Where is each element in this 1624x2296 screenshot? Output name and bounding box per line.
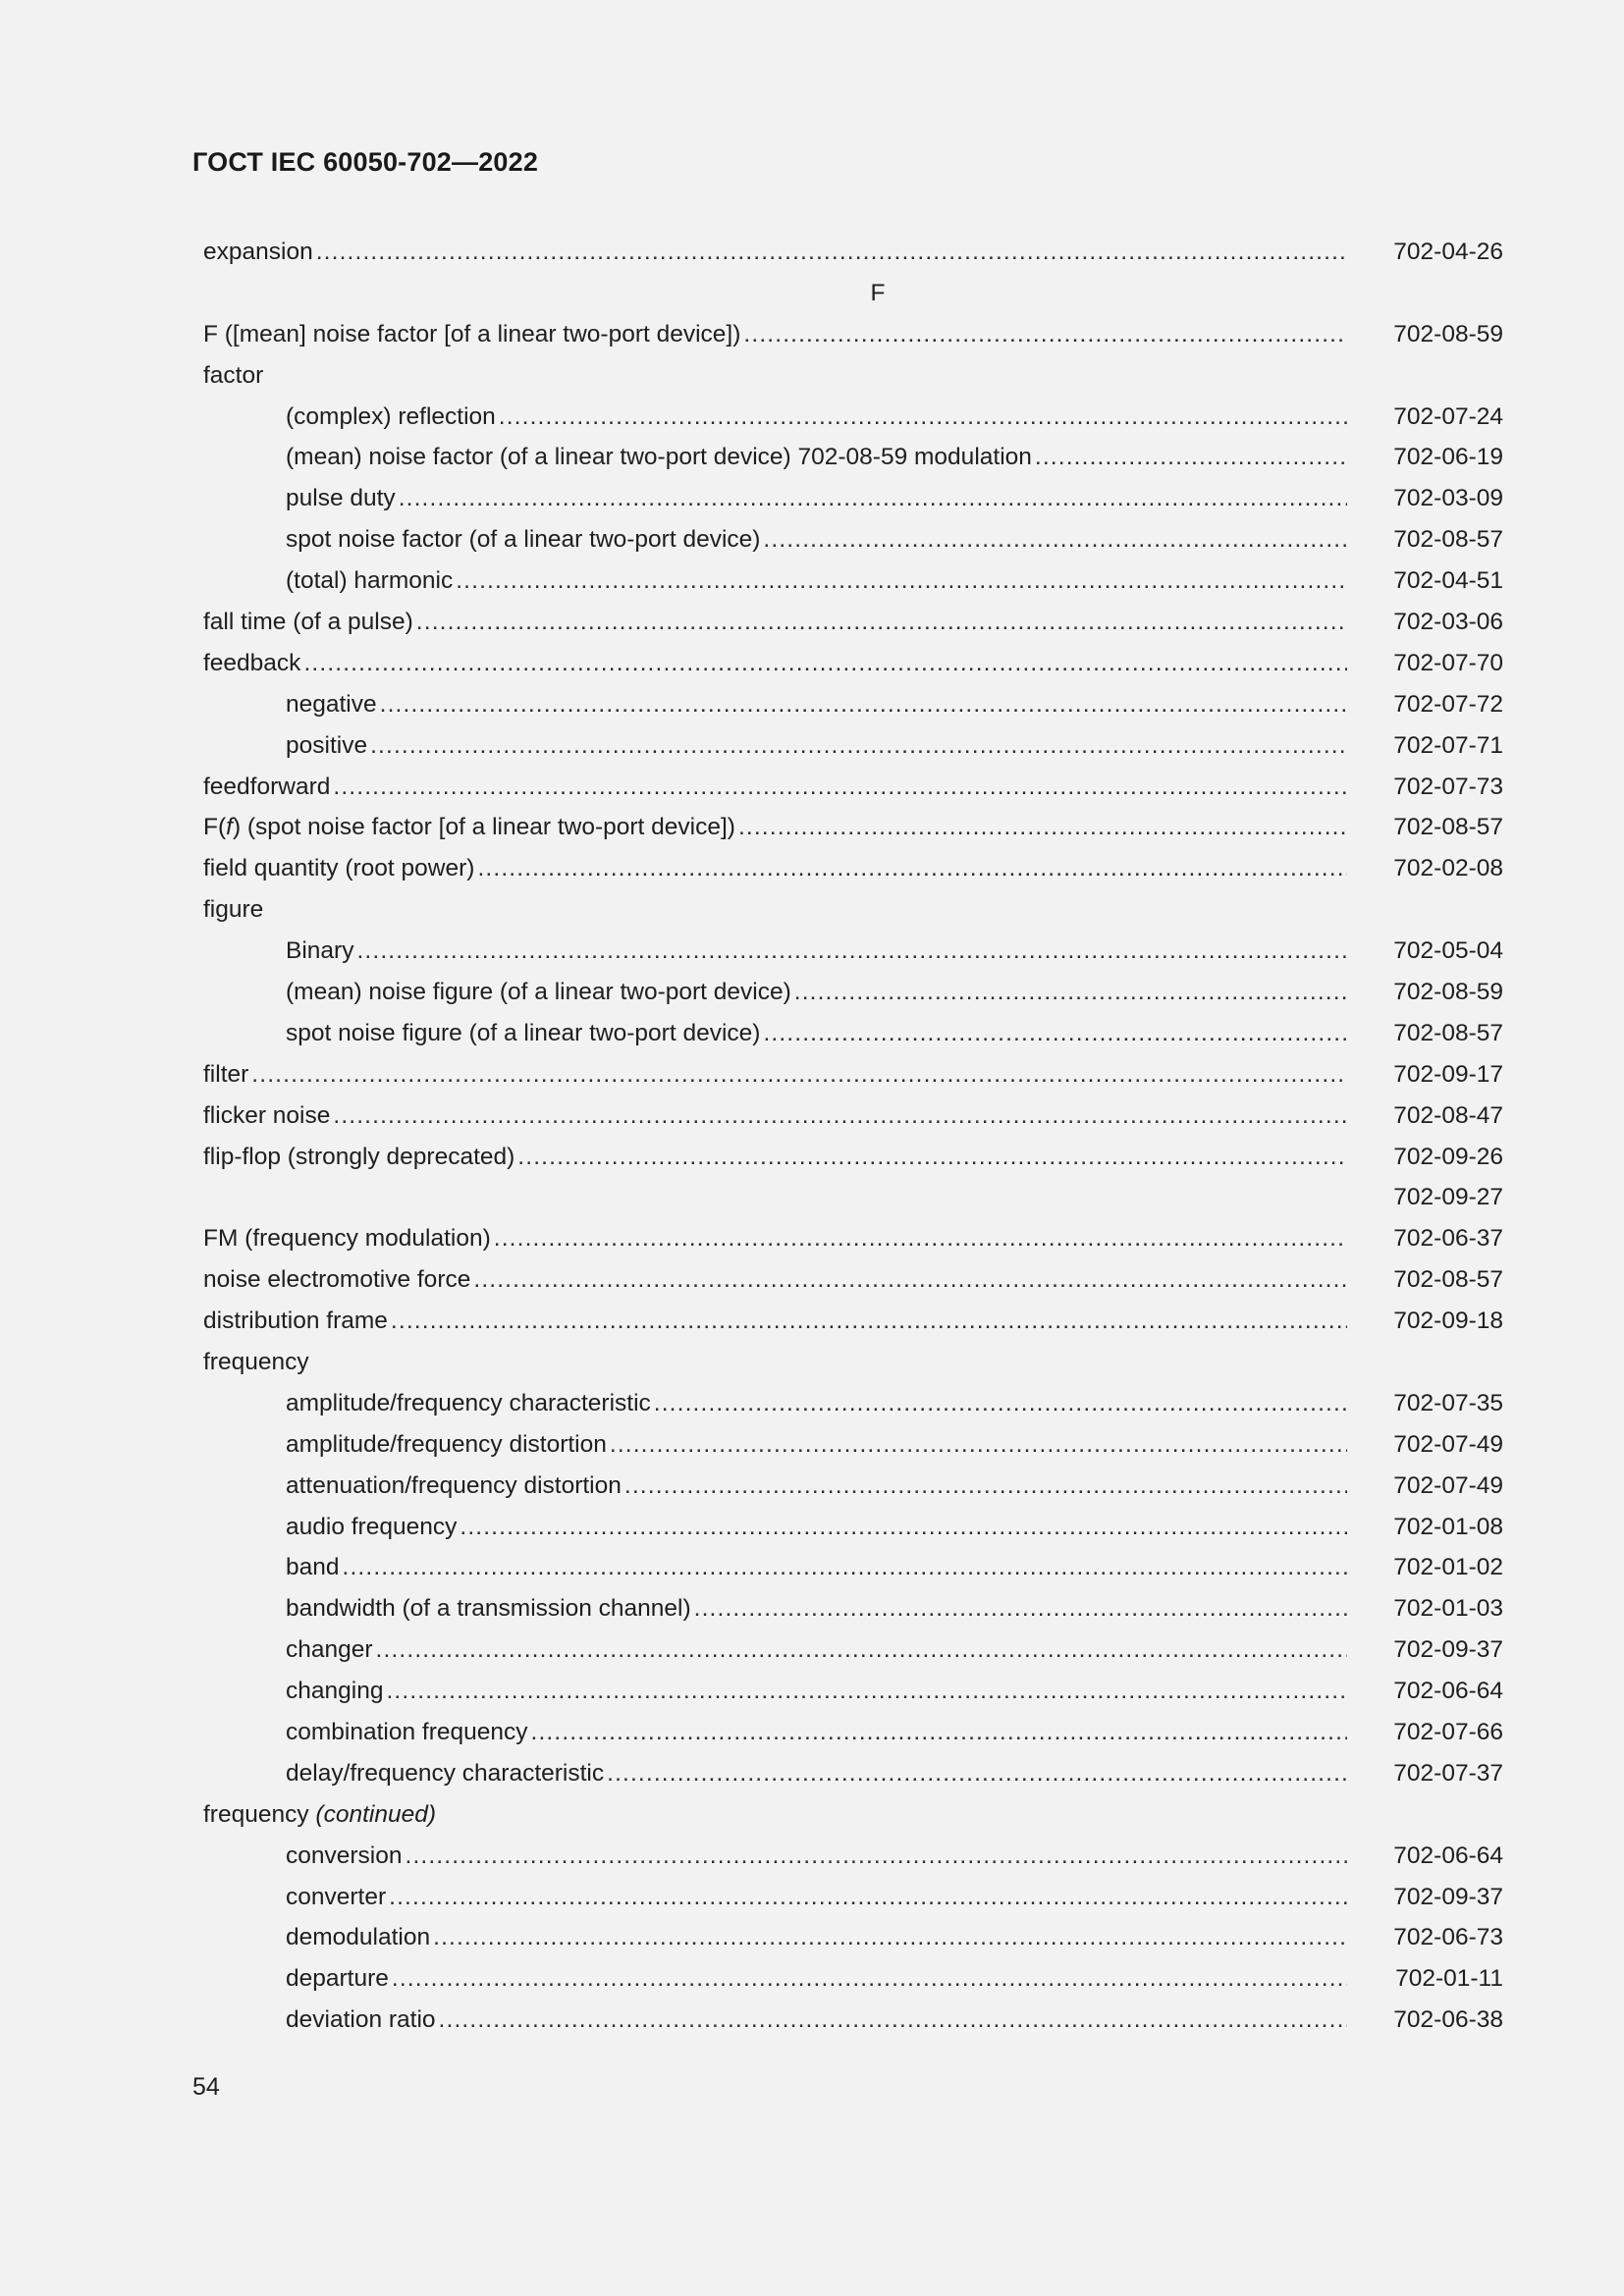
term-text: flicker noise (203, 1101, 331, 1129)
index-term (203, 1677, 383, 1706)
index-group-row (203, 355, 1503, 397)
dot-leader (531, 1718, 1347, 1747)
term-text: Binary (286, 937, 354, 965)
term-code: 702-02-08 (1393, 855, 1503, 882)
index-entry-row (203, 519, 1503, 561)
index-entry-row (203, 1588, 1503, 1629)
index-entry-row (203, 232, 1503, 273)
term-code: 702-03-06 (1393, 608, 1503, 635)
index-term (203, 1307, 388, 1336)
term-text: noise electromotive force (203, 1266, 471, 1294)
term-text: FM (frequency modulation) (203, 1225, 491, 1253)
term-text: feedforward (203, 773, 331, 800)
term-text: (complex) reflection (286, 402, 496, 430)
index-entry-row (203, 1383, 1503, 1424)
term-code: 702-01-02 (1393, 1554, 1503, 1581)
index-entry-row (203, 1958, 1503, 2000)
term-text: (mean) noise figure (of a linear two-port device) (286, 978, 791, 1005)
term-code: 702-08-57 (1393, 1019, 1503, 1046)
dot-leader (316, 238, 1347, 267)
index-term (203, 402, 496, 432)
term-code: 702-06-73 (1393, 1924, 1503, 1951)
term-text: spot noise factor (of a linear two-port device) (286, 526, 761, 554)
index-entry-row (203, 602, 1503, 643)
index-term (203, 1800, 436, 1830)
index-term (203, 773, 330, 802)
term-text: factor (203, 361, 264, 389)
index-term (203, 1635, 373, 1665)
index-term (203, 525, 760, 555)
term-code: 702-06-19 (1393, 444, 1503, 471)
term-code: 702-08-47 (1393, 1101, 1503, 1129)
term-code: 702-08-59 (1393, 320, 1503, 347)
index-entry-row (203, 684, 1503, 725)
index-term (203, 1923, 430, 1952)
index-term (203, 1224, 491, 1254)
term-prefix: F( (203, 814, 227, 841)
term-code: 702-07-49 (1393, 1471, 1503, 1499)
dot-leader (743, 320, 1347, 349)
index-term (203, 1883, 386, 1912)
index-entry-row (203, 643, 1503, 684)
index-entry-row (203, 561, 1503, 602)
index-entry-row (203, 1918, 1503, 1959)
index-term (203, 238, 313, 267)
section-letter-heading (203, 273, 1503, 314)
term-italic: f (226, 814, 233, 841)
term-text: (total) harmonic (286, 567, 454, 595)
term-text: converter (286, 1883, 387, 1910)
term-text: filter (203, 1060, 249, 1088)
dot-leader (607, 1759, 1347, 1789)
index-entry-row (203, 1218, 1503, 1259)
term-text: positive (286, 731, 368, 759)
index-term (203, 649, 300, 678)
index-term (203, 566, 453, 596)
index-entry-row (203, 767, 1503, 808)
term-code: 702-07-72 (1393, 690, 1503, 718)
term-code: 702-07-24 (1393, 402, 1503, 430)
index-term (203, 1143, 514, 1172)
term-code: 702-07-35 (1393, 1389, 1503, 1416)
index-entry-row (203, 1507, 1503, 1548)
index-entry-row (203, 1301, 1503, 1342)
dot-leader (333, 1101, 1347, 1131)
index-entry-row (203, 1137, 1503, 1178)
dot-leader (303, 649, 1347, 678)
term-text: audio frequency (286, 1513, 458, 1540)
term-code: 702-06-64 (1393, 1678, 1503, 1705)
term-code: 702-08-57 (1393, 1266, 1503, 1294)
term-text: feedback (203, 649, 301, 676)
index-group-row (203, 889, 1503, 931)
term-text: deviation ratio (286, 2006, 436, 2034)
dot-leader (694, 1594, 1347, 1624)
index-term (203, 1389, 651, 1418)
dot-leader (499, 402, 1347, 432)
dot-leader (389, 1883, 1347, 1912)
term-text: F ([mean] noise factor [of a linear two-port device]) (203, 320, 741, 347)
term-text: negative (286, 690, 377, 718)
term-code: 702-09-18 (1393, 1308, 1503, 1335)
term-suffix: ) (spot noise factor [of a linear two-port device]) (232, 814, 735, 841)
term-code: 702-04-51 (1393, 567, 1503, 595)
index-term (203, 1759, 604, 1789)
dot-leader (333, 773, 1347, 802)
index-group-row (203, 1342, 1503, 1383)
term-text: field quantity (root power) (203, 855, 475, 882)
index-entry-row (203, 1013, 1503, 1054)
index-entry-row (203, 1712, 1503, 1753)
index-term (203, 1101, 330, 1131)
index-entry-row (203, 1548, 1503, 1589)
index-entry-row (203, 437, 1503, 478)
index-entry-row (203, 478, 1503, 519)
index-entry-row (203, 1466, 1503, 1507)
term-code: 702-01-08 (1393, 1513, 1503, 1540)
term-code: 702-07-73 (1393, 773, 1503, 800)
term-code: 702-09-27 (1393, 1184, 1503, 1211)
document-header: ГОСТ IEC 60050-702—2022 (192, 147, 539, 177)
dot-leader (380, 690, 1347, 720)
term-text: spot noise figure (of a linear two-port device) (286, 1019, 761, 1046)
term-code: 702-06-37 (1393, 1225, 1503, 1253)
term-text: changing (286, 1678, 384, 1705)
index-entry-row (203, 314, 1503, 355)
index-entry-row (203, 1671, 1503, 1712)
index-term (203, 1265, 470, 1295)
term-code: 702-07-37 (1393, 1759, 1503, 1787)
index-term (203, 1718, 528, 1747)
index-term (203, 936, 353, 966)
index-term (203, 1964, 389, 1994)
dot-leader (456, 566, 1347, 596)
term-code: 702-08-57 (1393, 814, 1503, 841)
index-term (203, 1348, 309, 1377)
dot-leader (763, 525, 1347, 555)
dot-leader (439, 2005, 1347, 2035)
dot-leader (405, 1842, 1347, 1871)
index-entry-row (203, 2000, 1503, 2041)
term-code: 702-09-17 (1393, 1060, 1503, 1088)
index-entry-row (203, 1877, 1503, 1918)
dot-leader (399, 484, 1347, 513)
index-entry-row (203, 1259, 1503, 1301)
term-text: combination frequency (286, 1719, 528, 1745)
page-number: 54 (192, 2073, 220, 2101)
term-code: 702-05-04 (1393, 937, 1503, 965)
term-text: attenuation/frequency distortion (286, 1471, 622, 1499)
term-text: distribution frame (203, 1308, 388, 1335)
index-term (203, 1430, 607, 1460)
index-entry-row (203, 1177, 1503, 1218)
dot-leader (494, 1224, 1347, 1254)
term-text: departure (286, 1965, 389, 1993)
index-list (203, 232, 1503, 2041)
dot-leader (738, 813, 1347, 842)
dot-leader (517, 1143, 1347, 1172)
index-term (203, 361, 263, 391)
index-term (203, 895, 263, 925)
term-code: 702-09-37 (1393, 1636, 1503, 1664)
index-term (203, 1019, 760, 1048)
index-term (203, 1060, 248, 1090)
index-entry-row (203, 1753, 1503, 1794)
index-term (203, 443, 1032, 472)
term-text: frequency (203, 1348, 309, 1375)
term-code: 702-07-70 (1393, 649, 1503, 676)
index-term (203, 690, 377, 720)
dot-leader (370, 731, 1347, 761)
term-text: fall time (of a pulse) (203, 608, 413, 635)
dot-leader (433, 1923, 1347, 1952)
term-code: 702-04-26 (1393, 238, 1503, 265)
dot-leader (391, 1307, 1347, 1336)
dot-leader (460, 1513, 1347, 1542)
index-term (203, 731, 367, 761)
dot-leader (794, 978, 1347, 1007)
index-entry-row (203, 1424, 1503, 1466)
index-entry-row (203, 807, 1503, 848)
term-text: pulse duty (286, 485, 396, 512)
index-term (203, 1471, 622, 1501)
index-entry-row (203, 725, 1503, 767)
term-code: 702-07-49 (1393, 1430, 1503, 1458)
dot-leader (376, 1635, 1347, 1665)
index-term (203, 2005, 436, 2035)
dot-leader (343, 1553, 1347, 1582)
dot-leader (386, 1677, 1347, 1706)
term-text: amplitude/frequency characteristic (286, 1389, 651, 1416)
term-text: delay/frequency characteristic (286, 1759, 605, 1787)
index-entry-row (203, 1836, 1503, 1877)
dot-leader (763, 1019, 1347, 1048)
dot-leader (416, 608, 1347, 637)
index-term (203, 854, 474, 883)
term-code: 702-08-57 (1393, 526, 1503, 554)
term-text: amplitude/frequency distortion (286, 1430, 607, 1458)
index-term (203, 1553, 340, 1582)
dot-leader (356, 936, 1347, 966)
index-entry-row (203, 931, 1503, 972)
index-term (203, 320, 740, 349)
term-text: figure (203, 896, 264, 924)
dot-leader (624, 1471, 1347, 1501)
index-term (203, 1594, 691, 1624)
index-entry-row (203, 397, 1503, 438)
term-text: frequency (203, 1800, 309, 1828)
index-entry-row (203, 1095, 1503, 1137)
index-term (203, 1513, 457, 1542)
index-entry-row (203, 848, 1503, 889)
term-text: demodulation (286, 1924, 431, 1951)
term-text: changer (286, 1636, 373, 1664)
index-term (203, 484, 396, 513)
term-text: flip-flop (strongly deprecated) (203, 1143, 515, 1170)
index-term (203, 608, 413, 637)
term-text: bandwidth (of a transmission channel) (286, 1595, 691, 1623)
dot-leader (1035, 443, 1347, 472)
dot-leader (473, 1265, 1347, 1295)
dot-leader (610, 1430, 1347, 1460)
dot-leader (392, 1964, 1347, 1994)
index-term (203, 813, 735, 842)
dot-leader (477, 854, 1347, 883)
index-entry-row (203, 1629, 1503, 1671)
index-entry-row (203, 972, 1503, 1013)
term-code: 702-09-26 (1393, 1143, 1503, 1170)
term-text: conversion (286, 1842, 403, 1869)
index-entry-row (203, 1054, 1503, 1095)
term-text: band (286, 1554, 340, 1581)
term-code: 702-01-03 (1393, 1595, 1503, 1623)
term-text: expansion (203, 238, 313, 265)
term-italic-note: (continued) (315, 1800, 436, 1828)
index-term (203, 1842, 402, 1871)
term-code: 702-06-38 (1393, 2006, 1503, 2034)
section-letter: F (870, 279, 886, 306)
term-code: 702-08-59 (1393, 978, 1503, 1005)
term-code: 702-01-11 (1395, 1965, 1503, 1993)
term-code: 702-09-37 (1393, 1883, 1503, 1910)
term-code: 702-06-64 (1393, 1842, 1503, 1869)
term-code: 702-07-66 (1393, 1719, 1503, 1745)
dot-leader (654, 1389, 1347, 1418)
term-code: 702-03-09 (1393, 485, 1503, 512)
index-group-row (203, 1794, 1503, 1836)
term-text: (mean) noise factor (of a linear two-port device) 702-08-59 modulation (286, 444, 1032, 471)
dot-leader (251, 1060, 1347, 1090)
index-term (203, 978, 791, 1007)
term-code: 702-07-71 (1393, 731, 1503, 759)
